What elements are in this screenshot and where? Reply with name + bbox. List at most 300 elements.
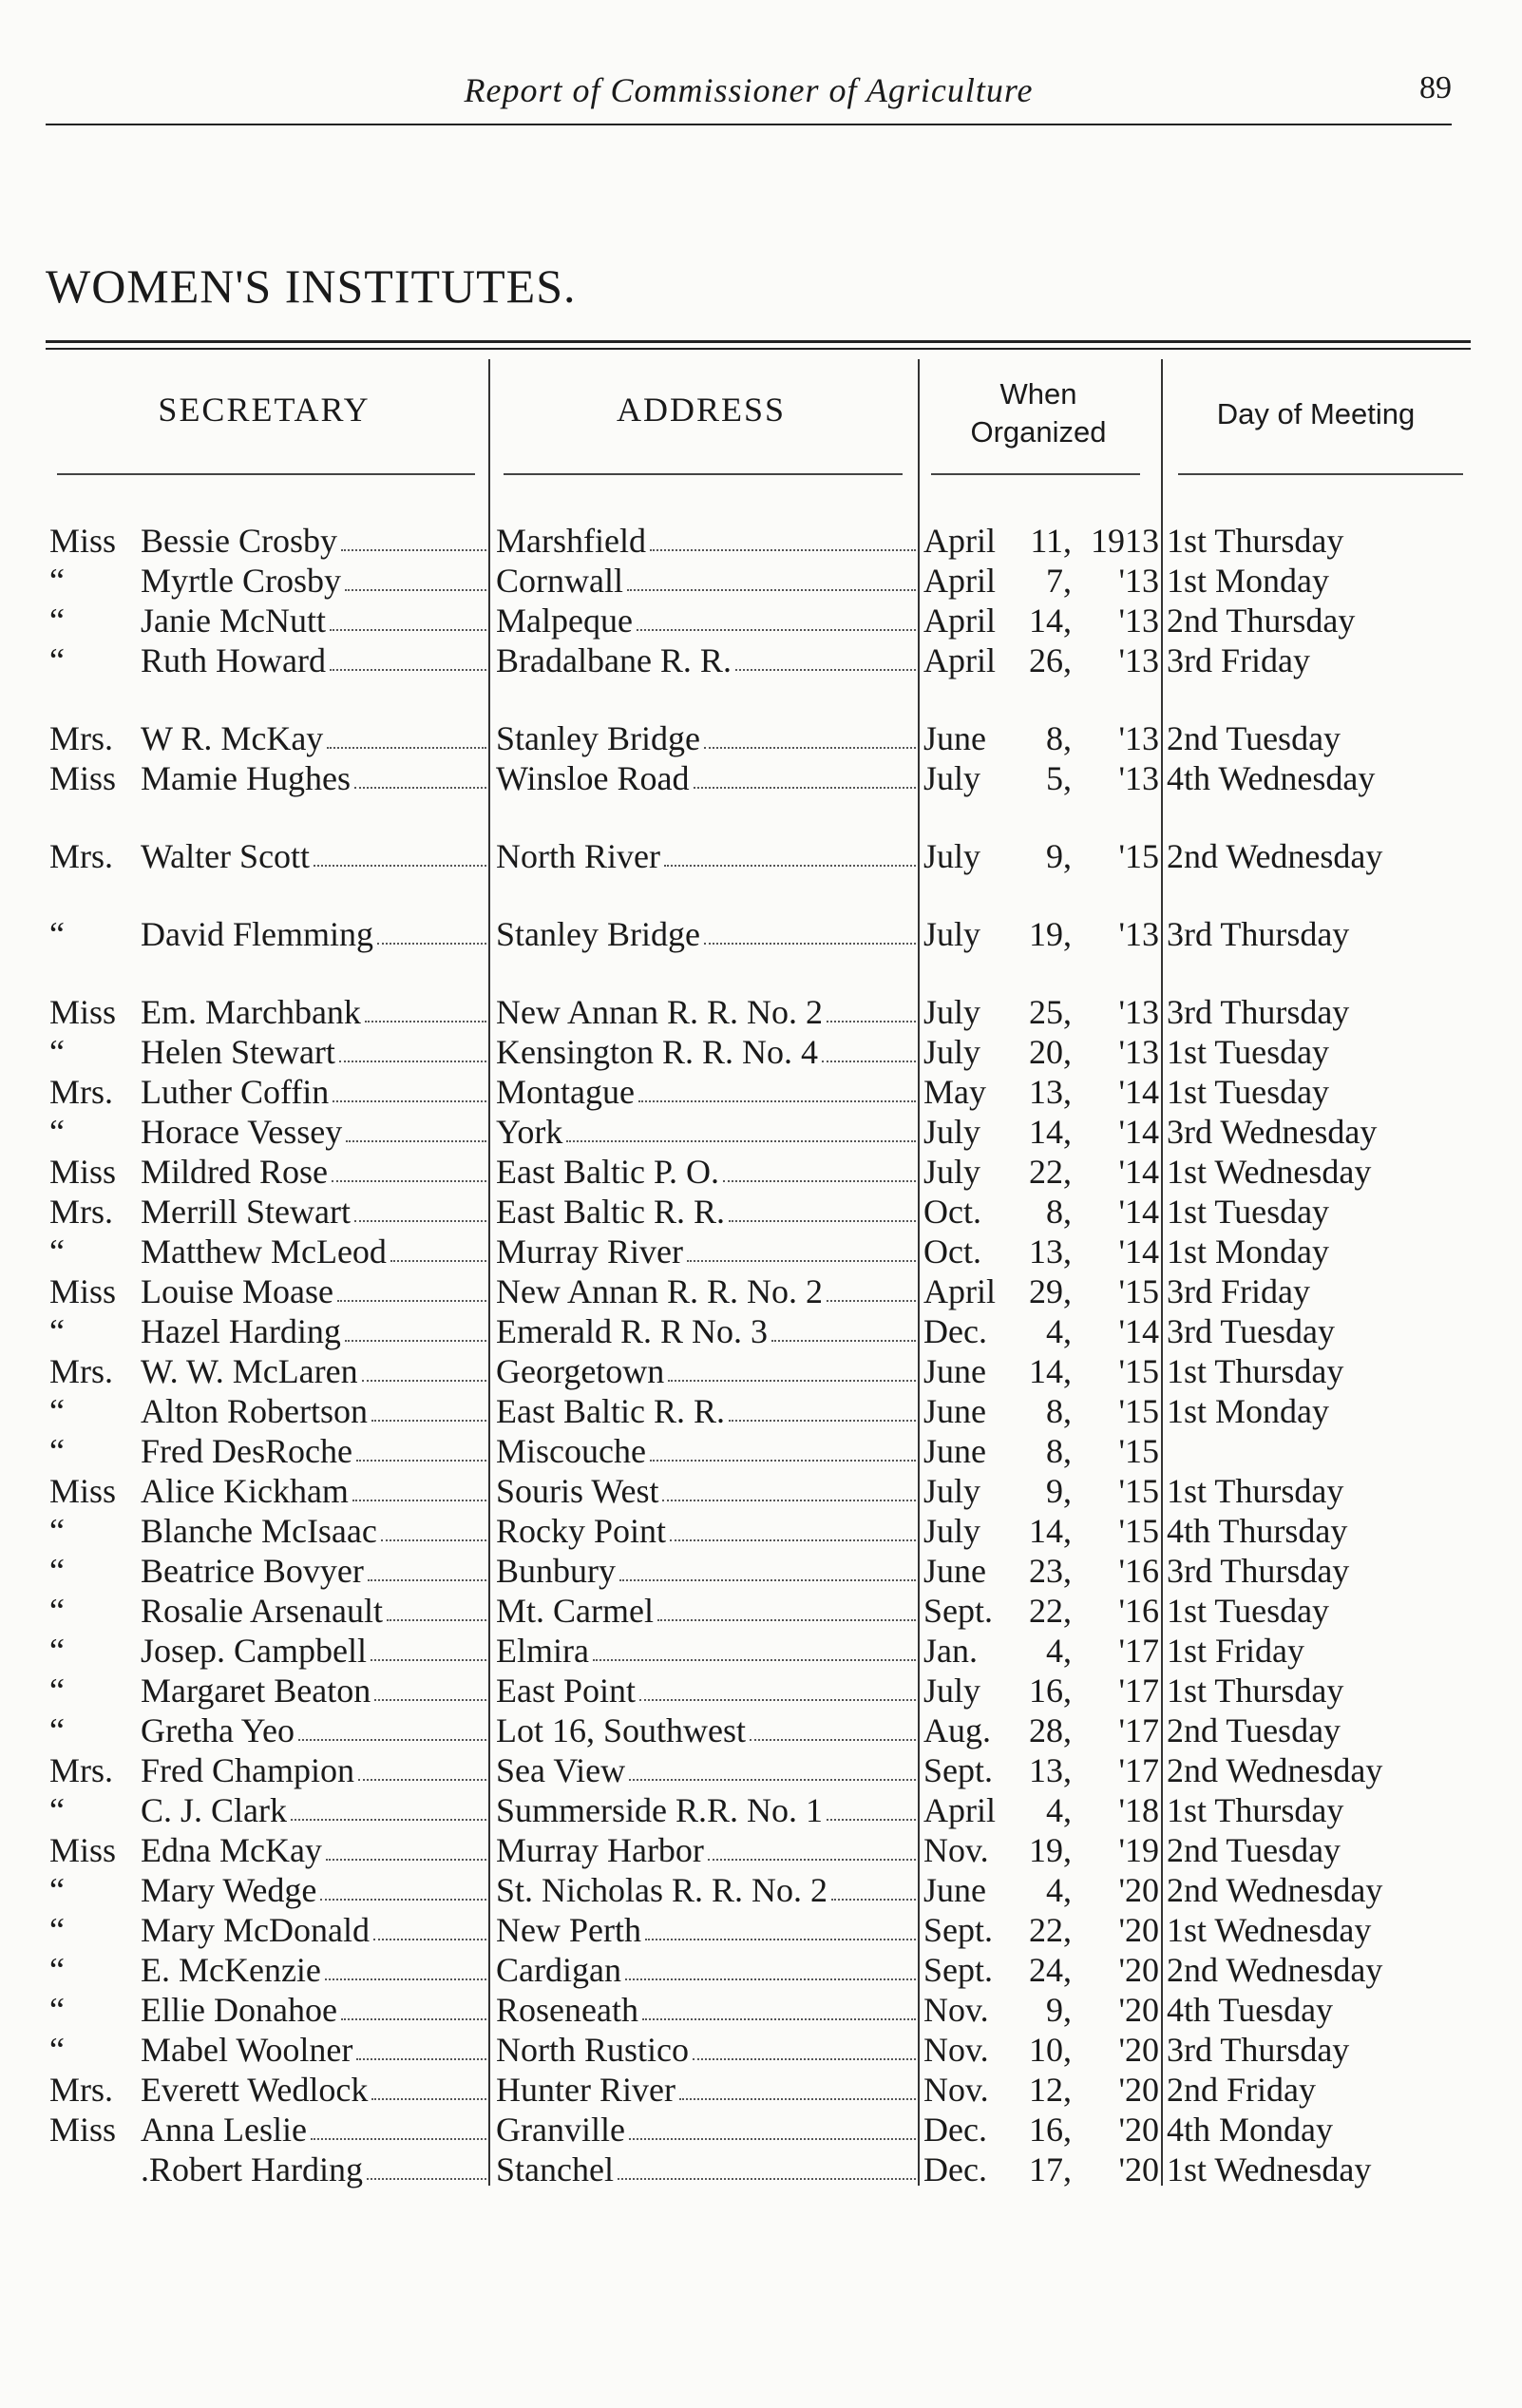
secretary-name: Alice Kickham [141, 1471, 488, 1511]
secretary-title: “ [49, 1033, 65, 1071]
organized-year: '15 [1118, 1432, 1159, 1470]
organized-month: June [923, 1392, 986, 1430]
secretary-name: Mildred Rose [141, 1152, 488, 1192]
address: Cornwall [496, 561, 918, 601]
organized-month: April [923, 1272, 996, 1310]
address: East Baltic R. R. [496, 1192, 918, 1232]
secretary-name: Myrtle Crosby [141, 561, 488, 601]
table-row [0, 1591, 1522, 1631]
table-row [0, 836, 1522, 876]
organized-day: 28, [1029, 1711, 1072, 1749]
table-row [0, 1671, 1522, 1710]
day-of-meeting: 3rd Thursday [1167, 915, 1350, 953]
secretary-name: Alton Robertson [141, 1391, 488, 1431]
organized-year: '13 [1118, 993, 1159, 1031]
day-of-meeting: 2nd Wednesday [1167, 1751, 1383, 1789]
organized-month: Oct. [923, 1193, 981, 1231]
secretary-title: “ [49, 1312, 65, 1350]
address: East Baltic R. R. [496, 1391, 918, 1431]
organized-year: '20 [1118, 2111, 1159, 2149]
secretary-title: “ [49, 1711, 65, 1749]
table-row [0, 718, 1522, 758]
secretary-title: Mrs. [49, 719, 114, 757]
organized-month: Sept. [923, 1592, 994, 1630]
organized-year: '14 [1118, 1073, 1159, 1111]
organized-day: 4, [1046, 1312, 1072, 1350]
table-row [0, 1551, 1522, 1591]
organized-year: '14 [1118, 1312, 1159, 1350]
secretary-title: Miss [49, 522, 117, 560]
organized-year: '14 [1118, 1233, 1159, 1271]
organized-day: 13, [1029, 1751, 1072, 1789]
address: New Annan R. R. No. 2 [496, 992, 918, 1032]
organized-month: April [923, 641, 996, 679]
address: Kensington R. R. No. 4 [496, 1032, 918, 1072]
day-of-meeting: 3rd Thursday [1167, 1552, 1350, 1590]
secretary-name: Fred Champion [141, 1750, 488, 1790]
address: East Baltic P. O. [496, 1152, 918, 1192]
column-header-secretary: SECRETARY [158, 391, 371, 429]
organized-month: Dec. [923, 2111, 987, 2149]
organized-month: Nov. [923, 2071, 989, 2109]
secretary-name: Ruth Howard [141, 640, 488, 680]
day-of-meeting: 2nd Wednesday [1167, 837, 1383, 875]
day-of-meeting: 1st Wednesday [1167, 1153, 1372, 1191]
organized-month: July [923, 915, 981, 953]
address: Cardigan [496, 1950, 918, 1990]
secretary-name: Walter Scott [141, 836, 488, 876]
organized-day: 14, [1029, 1512, 1072, 1550]
organized-month: April [923, 562, 996, 600]
secretary-title: Miss [49, 1472, 117, 1510]
day-of-meeting: 2nd Tuesday [1167, 719, 1341, 757]
table-row [0, 2150, 1522, 2189]
organized-year: '20 [1118, 2150, 1159, 2188]
day-of-meeting: 1st Monday [1167, 1392, 1329, 1430]
secretary-title: Mrs. [49, 837, 114, 875]
day-of-meeting: 3rd Friday [1167, 641, 1310, 679]
organized-month: Nov. [923, 2031, 989, 2069]
organized-year: '13 [1118, 719, 1159, 757]
day-of-meeting: 2nd Wednesday [1167, 1871, 1383, 1909]
organized-year: '16 [1118, 1592, 1159, 1630]
table-row [0, 1830, 1522, 1870]
secretary-title: Miss [49, 1272, 117, 1310]
secretary-title: “ [49, 1672, 65, 1710]
address: Stanchel [496, 2150, 918, 2189]
address: East Point [496, 1671, 918, 1710]
organized-month: July [923, 1512, 981, 1550]
organized-day: 9, [1046, 1991, 1072, 2029]
day-of-meeting: 1st Tuesday [1167, 1073, 1330, 1111]
organized-month: Nov. [923, 1831, 989, 1869]
organized-day: 29, [1029, 1272, 1072, 1310]
secretary-title: “ [49, 1432, 65, 1470]
day-of-meeting: 4th Tuesday [1167, 1991, 1334, 2029]
secretary-name: Fred DesRoche [141, 1431, 488, 1471]
table-row [0, 1710, 1522, 1750]
table-row [0, 758, 1522, 798]
organized-month: June [923, 1552, 986, 1590]
organized-month: Sept. [923, 1911, 994, 1949]
table-row [0, 1152, 1522, 1192]
organized-year: '13 [1118, 641, 1159, 679]
secretary-title: “ [49, 1951, 65, 1989]
organized-month: July [923, 1472, 981, 1510]
secretary-name: W R. McKay [141, 718, 488, 758]
day-of-meeting: 3rd Tuesday [1167, 1312, 1336, 1350]
day-of-meeting: 1st Monday [1167, 1233, 1329, 1271]
organized-month: Jan. [923, 1632, 978, 1670]
organized-day: 16, [1029, 2111, 1072, 2149]
column-header-when-organized: When Organized [970, 377, 1107, 449]
secretary-name: Gretha Yeo [141, 1710, 488, 1750]
organized-year: '15 [1118, 837, 1159, 875]
address: Elmira [496, 1631, 918, 1671]
organized-day: 17, [1029, 2150, 1072, 2188]
organized-month: July [923, 993, 981, 1031]
address: Roseneath [496, 1990, 918, 2030]
table-row [0, 640, 1522, 680]
day-of-meeting [1167, 1431, 1490, 1471]
table-row [0, 1391, 1522, 1431]
column-header-address: ADDRESS [616, 391, 787, 429]
table-row [0, 1950, 1522, 1990]
secretary-name: C. J. Clark [141, 1790, 488, 1830]
table-row [0, 1790, 1522, 1830]
organized-day: 25, [1029, 993, 1072, 1031]
secretary-title: Miss [49, 993, 117, 1031]
table-row [0, 1112, 1522, 1152]
organized-month: May [923, 1073, 986, 1111]
secretary-title: Mrs. [49, 2071, 114, 2109]
day-of-meeting: 1st Thursday [1167, 1472, 1344, 1510]
day-of-meeting: 4th Wednesday [1167, 759, 1376, 797]
secretary-title: “ [49, 641, 65, 679]
day-of-meeting: 1st Thursday [1167, 1352, 1344, 1390]
day-of-meeting: 4th Thursday [1167, 1512, 1348, 1550]
address: Stanley Bridge [496, 718, 918, 758]
organized-year: '17 [1118, 1751, 1159, 1789]
address: Montague [496, 1072, 918, 1112]
address: Miscouche [496, 1431, 918, 1471]
organized-month: Nov. [923, 1991, 989, 2029]
secretary-name: Merrill Stewart [141, 1192, 488, 1232]
organized-month: July [923, 1672, 981, 1710]
secretary-title: “ [49, 1592, 65, 1630]
secretary-title: “ [49, 602, 65, 640]
organized-year: '13 [1118, 602, 1159, 640]
organized-day: 8, [1046, 719, 1072, 757]
secretary-title: Mrs. [49, 1073, 114, 1111]
secretary-title: Mrs. [49, 1193, 114, 1231]
table-row [0, 521, 1522, 561]
organized-month: June [923, 1352, 986, 1390]
day-of-meeting: 2nd Thursday [1167, 602, 1356, 640]
organized-month: Sept. [923, 1751, 994, 1789]
table-row [0, 2110, 1522, 2150]
secretary-name: Mary McDonald [141, 1910, 488, 1950]
organized-month: April [923, 1791, 996, 1829]
organized-day: 4, [1046, 1632, 1072, 1670]
secretary-name: Josep. Campbell [141, 1631, 488, 1671]
table-row [0, 1431, 1522, 1471]
secretary-title: Miss [49, 1831, 117, 1869]
organized-day: 13, [1029, 1073, 1072, 1111]
secretary-name: Horace Vessey [141, 1112, 488, 1152]
table-row [0, 1311, 1522, 1351]
secretary-name: Everett Wedlock [141, 2070, 488, 2110]
day-of-meeting: 1st Thursday [1167, 522, 1344, 560]
table-row [0, 1351, 1522, 1391]
organized-day: 22, [1029, 1592, 1072, 1630]
organized-day: 19, [1029, 1831, 1072, 1869]
organized-month: Oct. [923, 1233, 981, 1271]
secretary-title: Miss [49, 1153, 117, 1191]
organized-year: '20 [1118, 2031, 1159, 2069]
address: Georgetown [496, 1351, 918, 1391]
organized-day: 23, [1029, 1552, 1072, 1590]
secretary-title: Miss [49, 759, 117, 797]
organized-day: 8, [1046, 1392, 1072, 1430]
address: Hunter River [496, 2070, 918, 2110]
day-of-meeting: 3rd Wednesday [1167, 1113, 1378, 1151]
address: North Rustico [496, 2030, 918, 2070]
address: New Perth [496, 1910, 918, 1950]
day-of-meeting: 2nd Friday [1167, 2071, 1316, 2109]
address: Stanley Bridge [496, 914, 918, 954]
section-title: WOMEN'S INSTITUTES. [46, 259, 577, 313]
secretary-name: Matthew McLeod [141, 1232, 488, 1271]
table-row [0, 1032, 1522, 1072]
day-of-meeting: 3rd Thursday [1167, 993, 1350, 1031]
organized-day: 22, [1029, 1911, 1072, 1949]
secretary-name: Margaret Beaton [141, 1671, 488, 1710]
table-row [0, 1631, 1522, 1671]
organized-year: '17 [1118, 1672, 1159, 1710]
table-row [0, 1232, 1522, 1271]
organized-day: 14, [1029, 602, 1072, 640]
organized-month: June [923, 1432, 986, 1470]
organized-day: 14, [1029, 1113, 1072, 1151]
organized-day: 9, [1046, 837, 1072, 875]
secretary-title: “ [49, 1791, 65, 1829]
organized-year: '14 [1118, 1193, 1159, 1231]
address: Mt. Carmel [496, 1591, 918, 1631]
address: Malpeque [496, 601, 918, 640]
address: Murray Harbor [496, 1830, 918, 1870]
organized-day: 8, [1046, 1432, 1072, 1470]
table-row [0, 1910, 1522, 1950]
secretary-title: Miss [49, 2111, 117, 2149]
secretary-name: Em. Marchbank [141, 992, 488, 1032]
secretary-title: Mrs. [49, 1751, 114, 1789]
secretary-name: E. McKenzie [141, 1950, 488, 1990]
organized-month: July [923, 837, 981, 875]
organized-month: July [923, 759, 981, 797]
organized-year: '20 [1118, 1991, 1159, 2029]
secretary-title: “ [49, 2031, 65, 2069]
secretary-name: Mamie Hughes [141, 758, 488, 798]
organized-month: June [923, 1871, 986, 1909]
address: Summerside R.R. No. 1 [496, 1790, 918, 1830]
organized-month: Dec. [923, 1312, 987, 1350]
secretary-name: Louise Moase [141, 1271, 488, 1311]
organized-day: 9, [1046, 1472, 1072, 1510]
day-of-meeting: 2nd Tuesday [1167, 1831, 1341, 1869]
table-row [0, 1990, 1522, 2030]
secretary-title: “ [49, 1991, 65, 2029]
organized-year: '15 [1118, 1392, 1159, 1430]
organized-year: '15 [1118, 1512, 1159, 1550]
table-row [0, 2070, 1522, 2110]
secretary-title: “ [49, 915, 65, 953]
table-row [0, 601, 1522, 640]
organized-day: 14, [1029, 1352, 1072, 1390]
organized-day: 24, [1029, 1951, 1072, 1989]
organized-day: 10, [1029, 2031, 1072, 2069]
secretary-name: Rosalie Arsenault [141, 1591, 488, 1631]
organized-day: 12, [1029, 2071, 1072, 2109]
column-header-day-of-meeting: Day of Meeting [1216, 397, 1416, 430]
secretary-name: W. W. McLaren [141, 1351, 488, 1391]
address: Murray River [496, 1232, 918, 1271]
secretary-title: Mrs. [49, 1352, 114, 1390]
organized-year: '15 [1118, 1352, 1159, 1390]
organized-year: '20 [1118, 1951, 1159, 1989]
secretary-title: “ [49, 1632, 65, 1670]
organized-day: 8, [1046, 1193, 1072, 1231]
organized-day: 4, [1046, 1871, 1072, 1909]
organized-month: April [923, 522, 996, 560]
secretary-name: Hazel Harding [141, 1311, 488, 1351]
organized-day: 16, [1029, 1672, 1072, 1710]
day-of-meeting: 1st Thursday [1167, 1791, 1344, 1829]
organized-year: '14 [1118, 1153, 1159, 1191]
address: Rocky Point [496, 1511, 918, 1551]
secretary-name: David Flemming [141, 914, 488, 954]
day-of-meeting: 1st Tuesday [1167, 1592, 1330, 1630]
secretary-name: Beatrice Bovyer [141, 1551, 488, 1591]
table-row [0, 561, 1522, 601]
address: Sea View [496, 1750, 918, 1790]
organized-year: '13 [1118, 562, 1159, 600]
organized-day: 20, [1029, 1033, 1072, 1071]
address: St. Nicholas R. R. No. 2 [496, 1870, 918, 1910]
organized-year: '19 [1118, 1831, 1159, 1869]
table-row [0, 1870, 1522, 1910]
organized-day: 4, [1046, 1791, 1072, 1829]
organized-day: 13, [1029, 1233, 1072, 1271]
day-of-meeting: 1st Thursday [1167, 1672, 1344, 1710]
address: New Annan R. R. No. 2 [496, 1271, 918, 1311]
table-row [0, 914, 1522, 954]
organized-month: Sept. [923, 1951, 994, 1989]
secretary-name: Mary Wedge [141, 1870, 488, 1910]
organized-year: '17 [1118, 1632, 1159, 1670]
running-title: Report of Commissioner of Agriculture [464, 71, 1034, 109]
day-of-meeting: 1st Tuesday [1167, 1033, 1330, 1071]
secretary-title: “ [49, 1113, 65, 1151]
organized-month: July [923, 1153, 981, 1191]
organized-month: July [923, 1033, 981, 1071]
day-of-meeting: 2nd Tuesday [1167, 1711, 1341, 1749]
organized-year: '13 [1118, 759, 1159, 797]
secretary-name: Blanche McIsaac [141, 1511, 488, 1551]
organized-year: '20 [1118, 1911, 1159, 1949]
table-row [0, 2030, 1522, 2070]
table-row [0, 1750, 1522, 1790]
organized-day: 7, [1046, 562, 1072, 600]
organized-year: '20 [1118, 1871, 1159, 1909]
address: Lot 16, Southwest [496, 1710, 918, 1750]
organized-month: June [923, 719, 986, 757]
address: Bradalbane R. R. [496, 640, 918, 680]
secretary-name: Helen Stewart [141, 1032, 488, 1072]
organized-day: 5, [1046, 759, 1072, 797]
secretary-name: Janie McNutt [141, 601, 488, 640]
secretary-title: “ [49, 562, 65, 600]
address: North River [496, 836, 918, 876]
organized-day: 19, [1029, 915, 1072, 953]
page-number: 89 [1419, 70, 1452, 105]
address: Emerald R. R No. 3 [496, 1311, 918, 1351]
secretary-title: “ [49, 1871, 65, 1909]
day-of-meeting: 3rd Thursday [1167, 2031, 1350, 2069]
secretary-title: “ [49, 1911, 65, 1949]
day-of-meeting: 3rd Friday [1167, 1272, 1310, 1310]
secretary-name: Anna Leslie [141, 2110, 488, 2150]
organized-year: '13 [1118, 1033, 1159, 1071]
organized-month: July [923, 1113, 981, 1151]
table-row [0, 992, 1522, 1032]
organized-year: '17 [1118, 1711, 1159, 1749]
organized-year: '14 [1118, 1113, 1159, 1151]
secretary-name: Edna McKay [141, 1830, 488, 1870]
organized-month: Dec. [923, 2150, 987, 2188]
table-row [0, 1072, 1522, 1112]
day-of-meeting: 1st Wednesday [1167, 1911, 1372, 1949]
organized-month: Aug. [923, 1711, 991, 1749]
address: Marshfield [496, 521, 918, 561]
table-row [0, 1471, 1522, 1511]
organized-year: '18 [1118, 1791, 1159, 1829]
table-row [0, 1192, 1522, 1232]
organized-month: April [923, 602, 996, 640]
organized-year: 1913 [1091, 522, 1159, 560]
organized-year: '16 [1118, 1552, 1159, 1590]
secretary-name: Mabel Woolner [141, 2030, 488, 2070]
secretary-title: “ [49, 1552, 65, 1590]
day-of-meeting: 1st Monday [1167, 562, 1329, 600]
day-of-meeting: 1st Tuesday [1167, 1193, 1330, 1231]
secretary-name: Bessie Crosby [141, 521, 488, 561]
secretary-title: “ [49, 1392, 65, 1430]
secretary-title [49, 2150, 144, 2189]
table-row [0, 1511, 1522, 1551]
day-of-meeting: 2nd Wednesday [1167, 1951, 1383, 1989]
organized-day: 22, [1029, 1153, 1072, 1191]
organized-year: '15 [1118, 1272, 1159, 1310]
address: Winsloe Road [496, 758, 918, 798]
secretary-title: “ [49, 1512, 65, 1550]
day-of-meeting: 4th Monday [1167, 2111, 1333, 2149]
address: Bunbury [496, 1551, 918, 1591]
secretary-title: “ [49, 1233, 65, 1271]
organized-year: '15 [1118, 1472, 1159, 1510]
address: Granville [496, 2110, 918, 2150]
secretary-name: Luther Coffin [141, 1072, 488, 1112]
